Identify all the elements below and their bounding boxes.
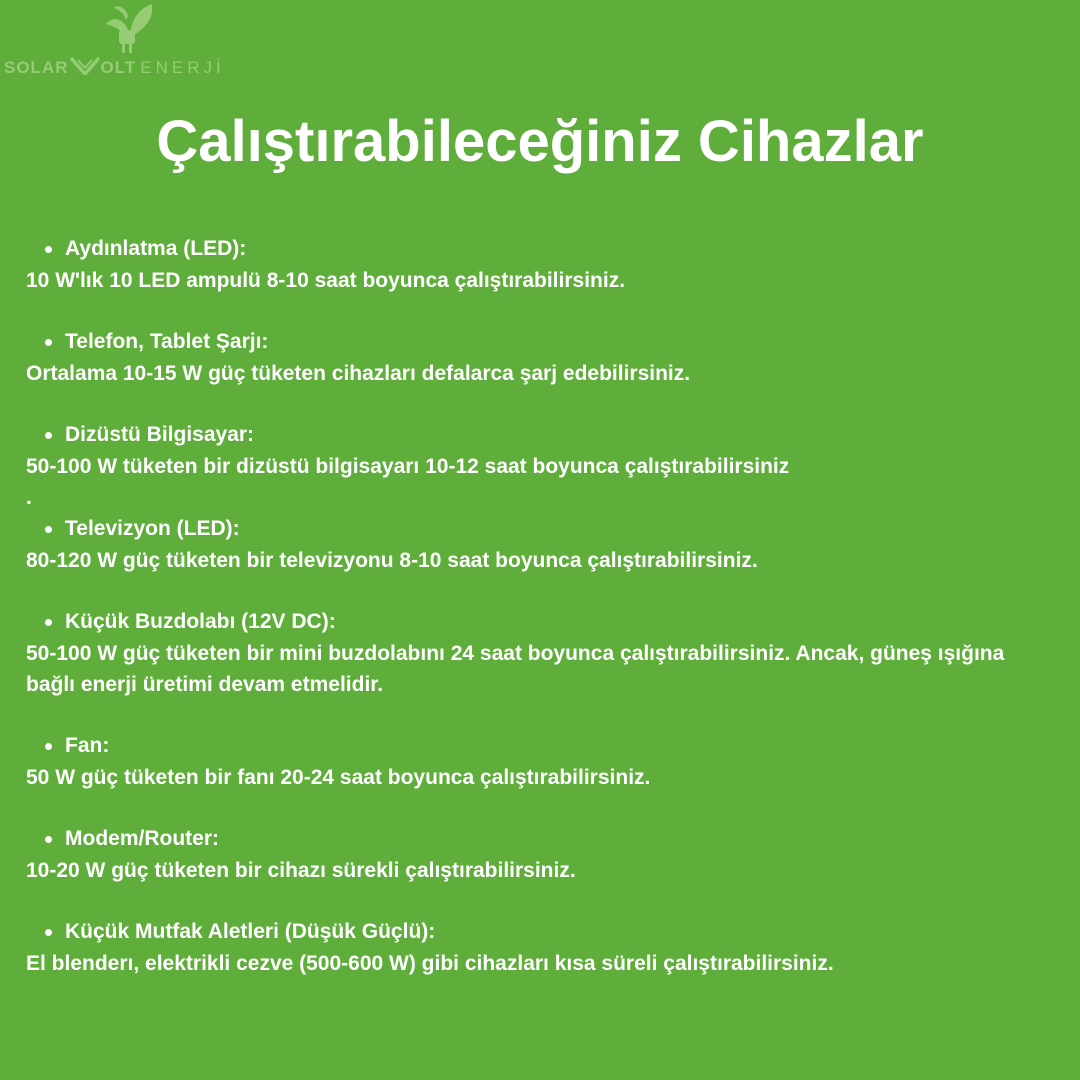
device-description: 10-20 W güç tüketen bir cihazı sürekli çalıştırabilirsiniz. [26,859,576,882]
device-name: Aydınlatma (LED): [26,233,1056,265]
list-item-modem-router [26,823,1056,886]
device-name: Küçük Mutfak Aletleri (Düşük Güçlü): [26,916,1056,948]
device-description: 50-100 W tüketen bir dizüstü bilgisayarı 10-12 saat boyunca çalıştırabilirsiniz [26,455,790,478]
device-description: 50-100 W güç tüketen bir mini buzdolabını 24 saat boyunca çalıştırabilirsiniz. Ancak, güneş ışığına bağlı enerji üretimi devam etmelidir. [26,642,1005,696]
list-item-kitchen-appliances [26,916,1056,979]
device-name: Modem/Router: [26,823,1056,855]
list-item-television [26,513,1056,576]
device-description: 10 W'lık 10 LED ampulü 8-10 saat boyunca çalıştırabilirsiniz. [26,269,626,292]
bullet-icon [45,432,52,439]
device-name: Dizüstü Bilgisayar: [26,419,1056,451]
device-name: Telefon, Tablet Şarjı: [26,326,1056,358]
bullet-icon [45,929,52,936]
page-title: Çalıştırabileceğiniz Cihazlar [156,109,924,174]
list-item-phone-charging [26,326,1056,389]
bullet-icon [45,526,52,533]
device-name: Küçük Buzdolabı (12V DC): [26,606,1056,638]
device-list [26,233,1056,1009]
bullet-icon [45,743,52,750]
bullet-icon [45,836,52,843]
device-name: Televizyon (LED): [26,513,1056,545]
device-description: El blenderı, elektrikli cezve (500-600 W) gibi cihazları kısa süreli çalıştırabilirsiniz. [26,952,834,975]
device-description: 50 W güç tüketen bir fanı 20-24 saat boyunca çalıştırabilirsiniz. [26,766,651,789]
device-description: Ortalama 10-15 W güç tüketen cihazları defalarca şarj edebilirsiniz. [26,362,691,385]
list-item-fan [26,730,1056,793]
device-description: 80-120 W güç tüketen bir televizyonu 8-10 saat boyunca çalıştırabilirsiniz. [26,549,758,572]
list-item-laptop [26,419,1056,513]
brand-wordmark [4,56,225,80]
leaf-plug-icon [102,0,158,56]
bullet-icon [45,246,52,253]
bullet-icon [45,339,52,346]
brand-name-enerji: ENERJİ [140,58,225,77]
list-item-mini-fridge [26,606,1056,700]
v-letter-icon [70,57,100,75]
list-item-lighting [26,233,1056,296]
brand-name-solar: SOLAR [4,58,69,77]
brand-name-volt: OLT [100,58,137,77]
brand-logo [4,0,244,84]
device-description-extra: . [26,486,32,509]
device-name: Fan: [26,730,1056,762]
bullet-icon [45,619,52,626]
